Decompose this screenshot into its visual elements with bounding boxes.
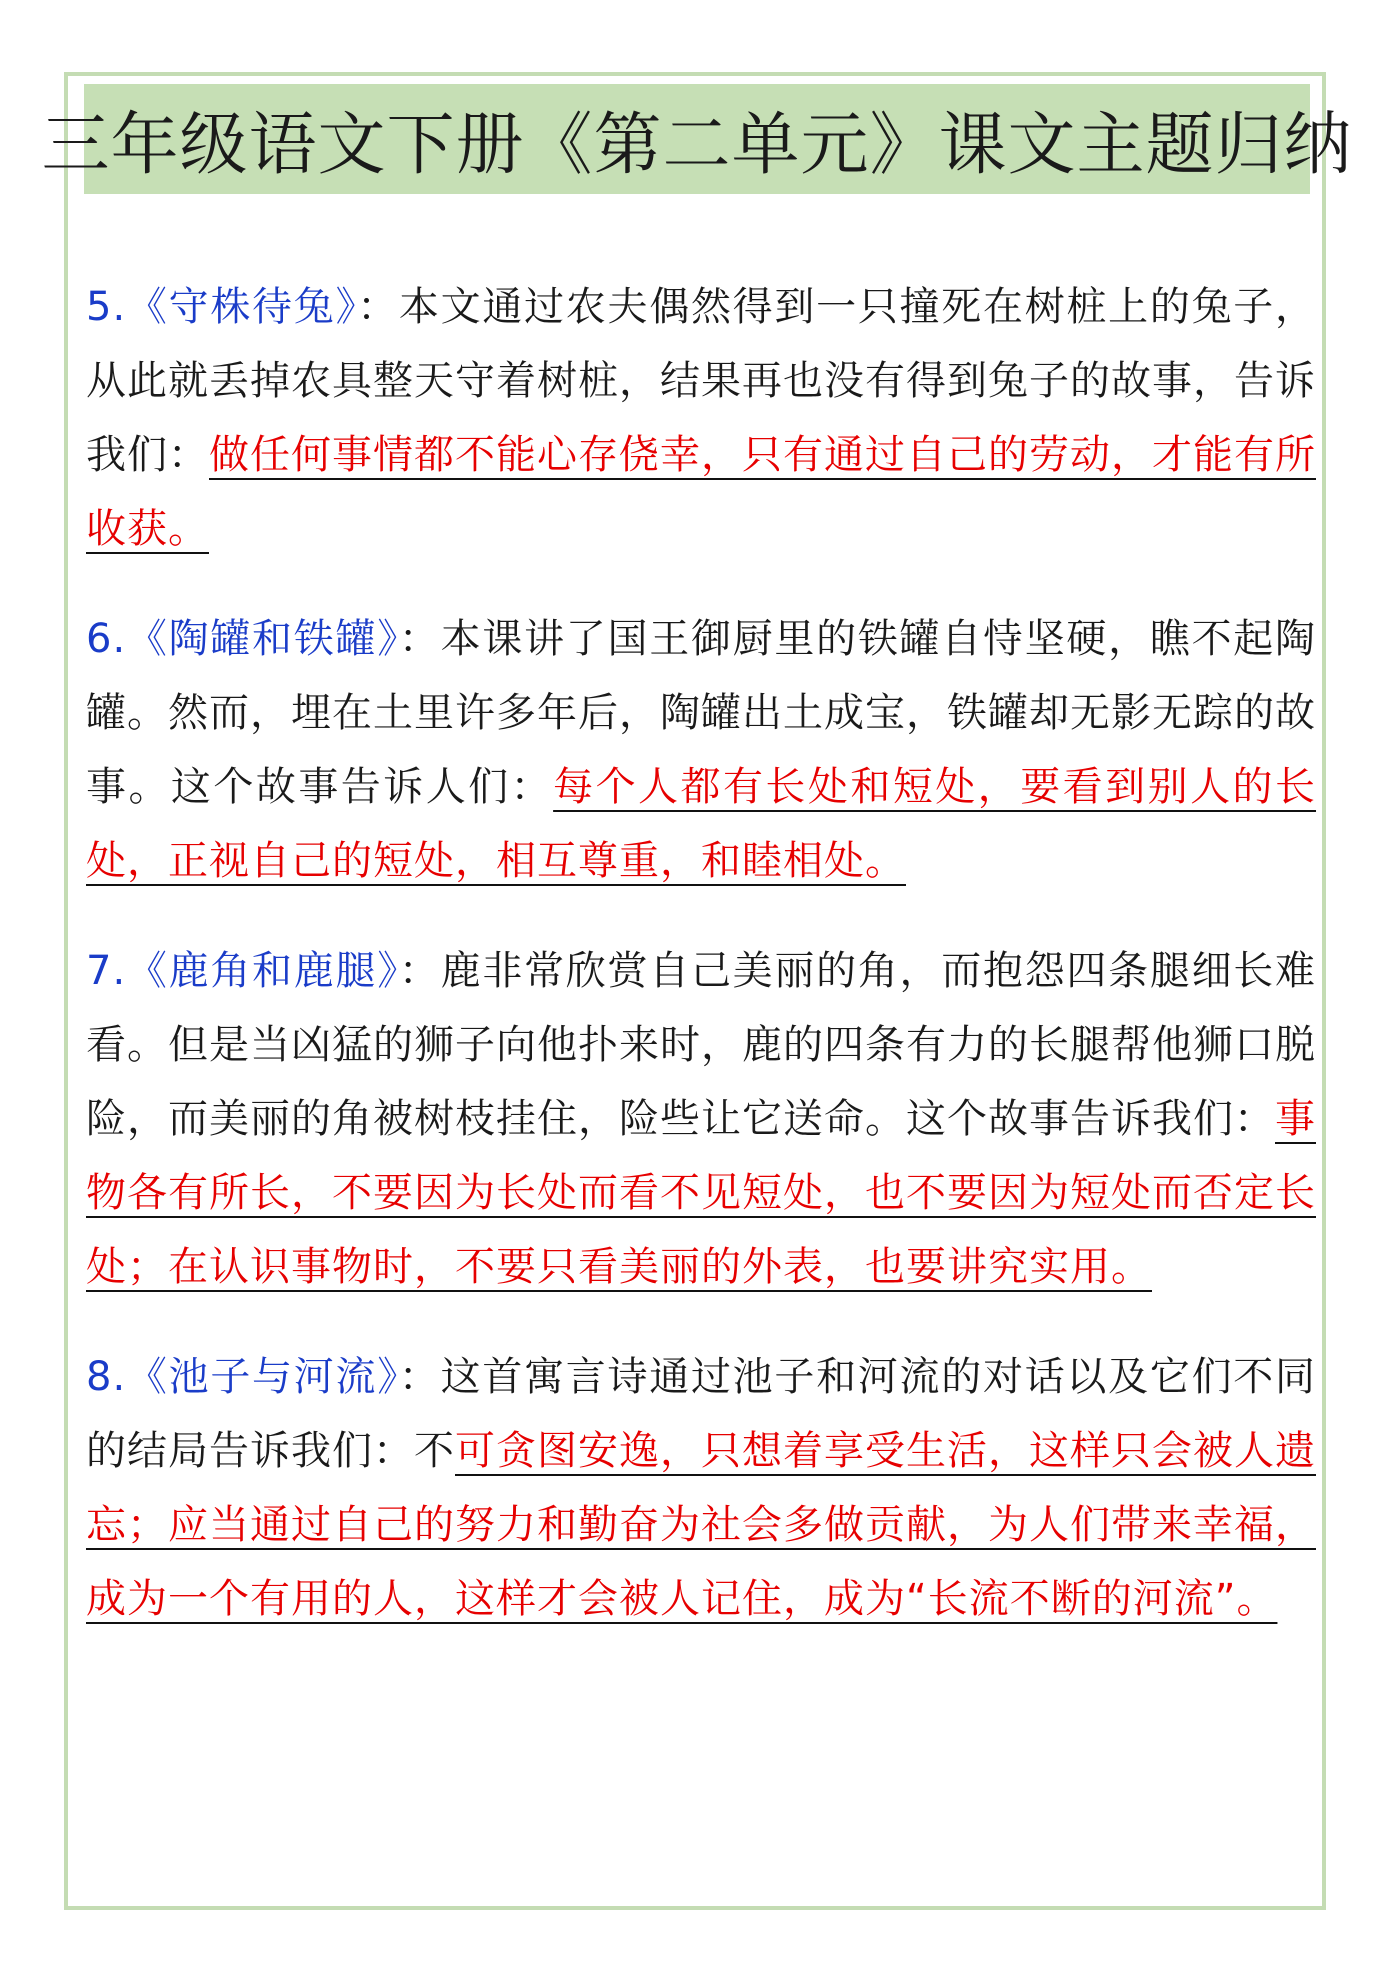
section-5 [86,270,1316,566]
section-body: ：本课讲了国王御厨里的铁罐自恃坚硬，瞧不起陶罐。然而，埋在土里许多年后，陶罐出土成宝，铁罐却无影无踪的故事。这个故事告诉人们： [86,616,1317,810]
section-body: ：本文通过农夫偶然得到一只撞死在树桩上的兔子，从此就丢掉农具整天守着树桩，结果再也没有得到兔子的故事，告诉我们： [86,284,1317,478]
section-heading: 5.《守株待兔》 [86,284,358,330]
section-body: ：鹿非常欣赏自己美丽的角，而抱怨四条腿细长难看。但是当凶猛的狮子向他扑来时，鹿的四条有力的长腿帮他狮口脱险，而美丽的角被树枝挂住，险些让它送命。这个故事告诉我们： [86,948,1317,1142]
section-heading: 8.《池子与河流》 [86,1354,399,1400]
section-moral: 做任何事情都不能心存侥幸，只有通过自己的劳动，才能有所收获。 [86,432,1316,552]
section-moral: 事物各有所长，不要因为长处而看不见短处，也不要因为短处而否定长处；在认识事物时，不要只看美丽的外表，也要讲究实用。 [86,1096,1316,1290]
section-moral: 可贪图安逸，只想着享受生活，这样只会被人遗忘；应当通过自己的努力和勤奋为社会多做贡献，为人们带来幸福，成为一个有用的人，这样才会被人记住，成为“长流不断的河流”。 [86,1428,1316,1622]
section-heading: 7.《鹿角和鹿腿》 [86,948,399,994]
sections-container [86,270,1316,1672]
section-moral: 每个人都有长处和短处，要看到别人的长处，正视自己的短处，相互尊重，和睦相处。 [86,764,1317,884]
title-banner [41,84,1353,194]
section-8 [86,1340,1316,1636]
section-body: ：这首寓言诗通过池子和河流的对话以及它们不同的结局告诉我们：不 [86,1354,1317,1474]
section-7 [86,934,1316,1304]
page-title: 三年级语文下册《第二单元》课文主题归纳 [41,105,1353,185]
section-heading: 6.《陶罐和铁罐》 [86,616,399,662]
section-6 [86,602,1316,898]
